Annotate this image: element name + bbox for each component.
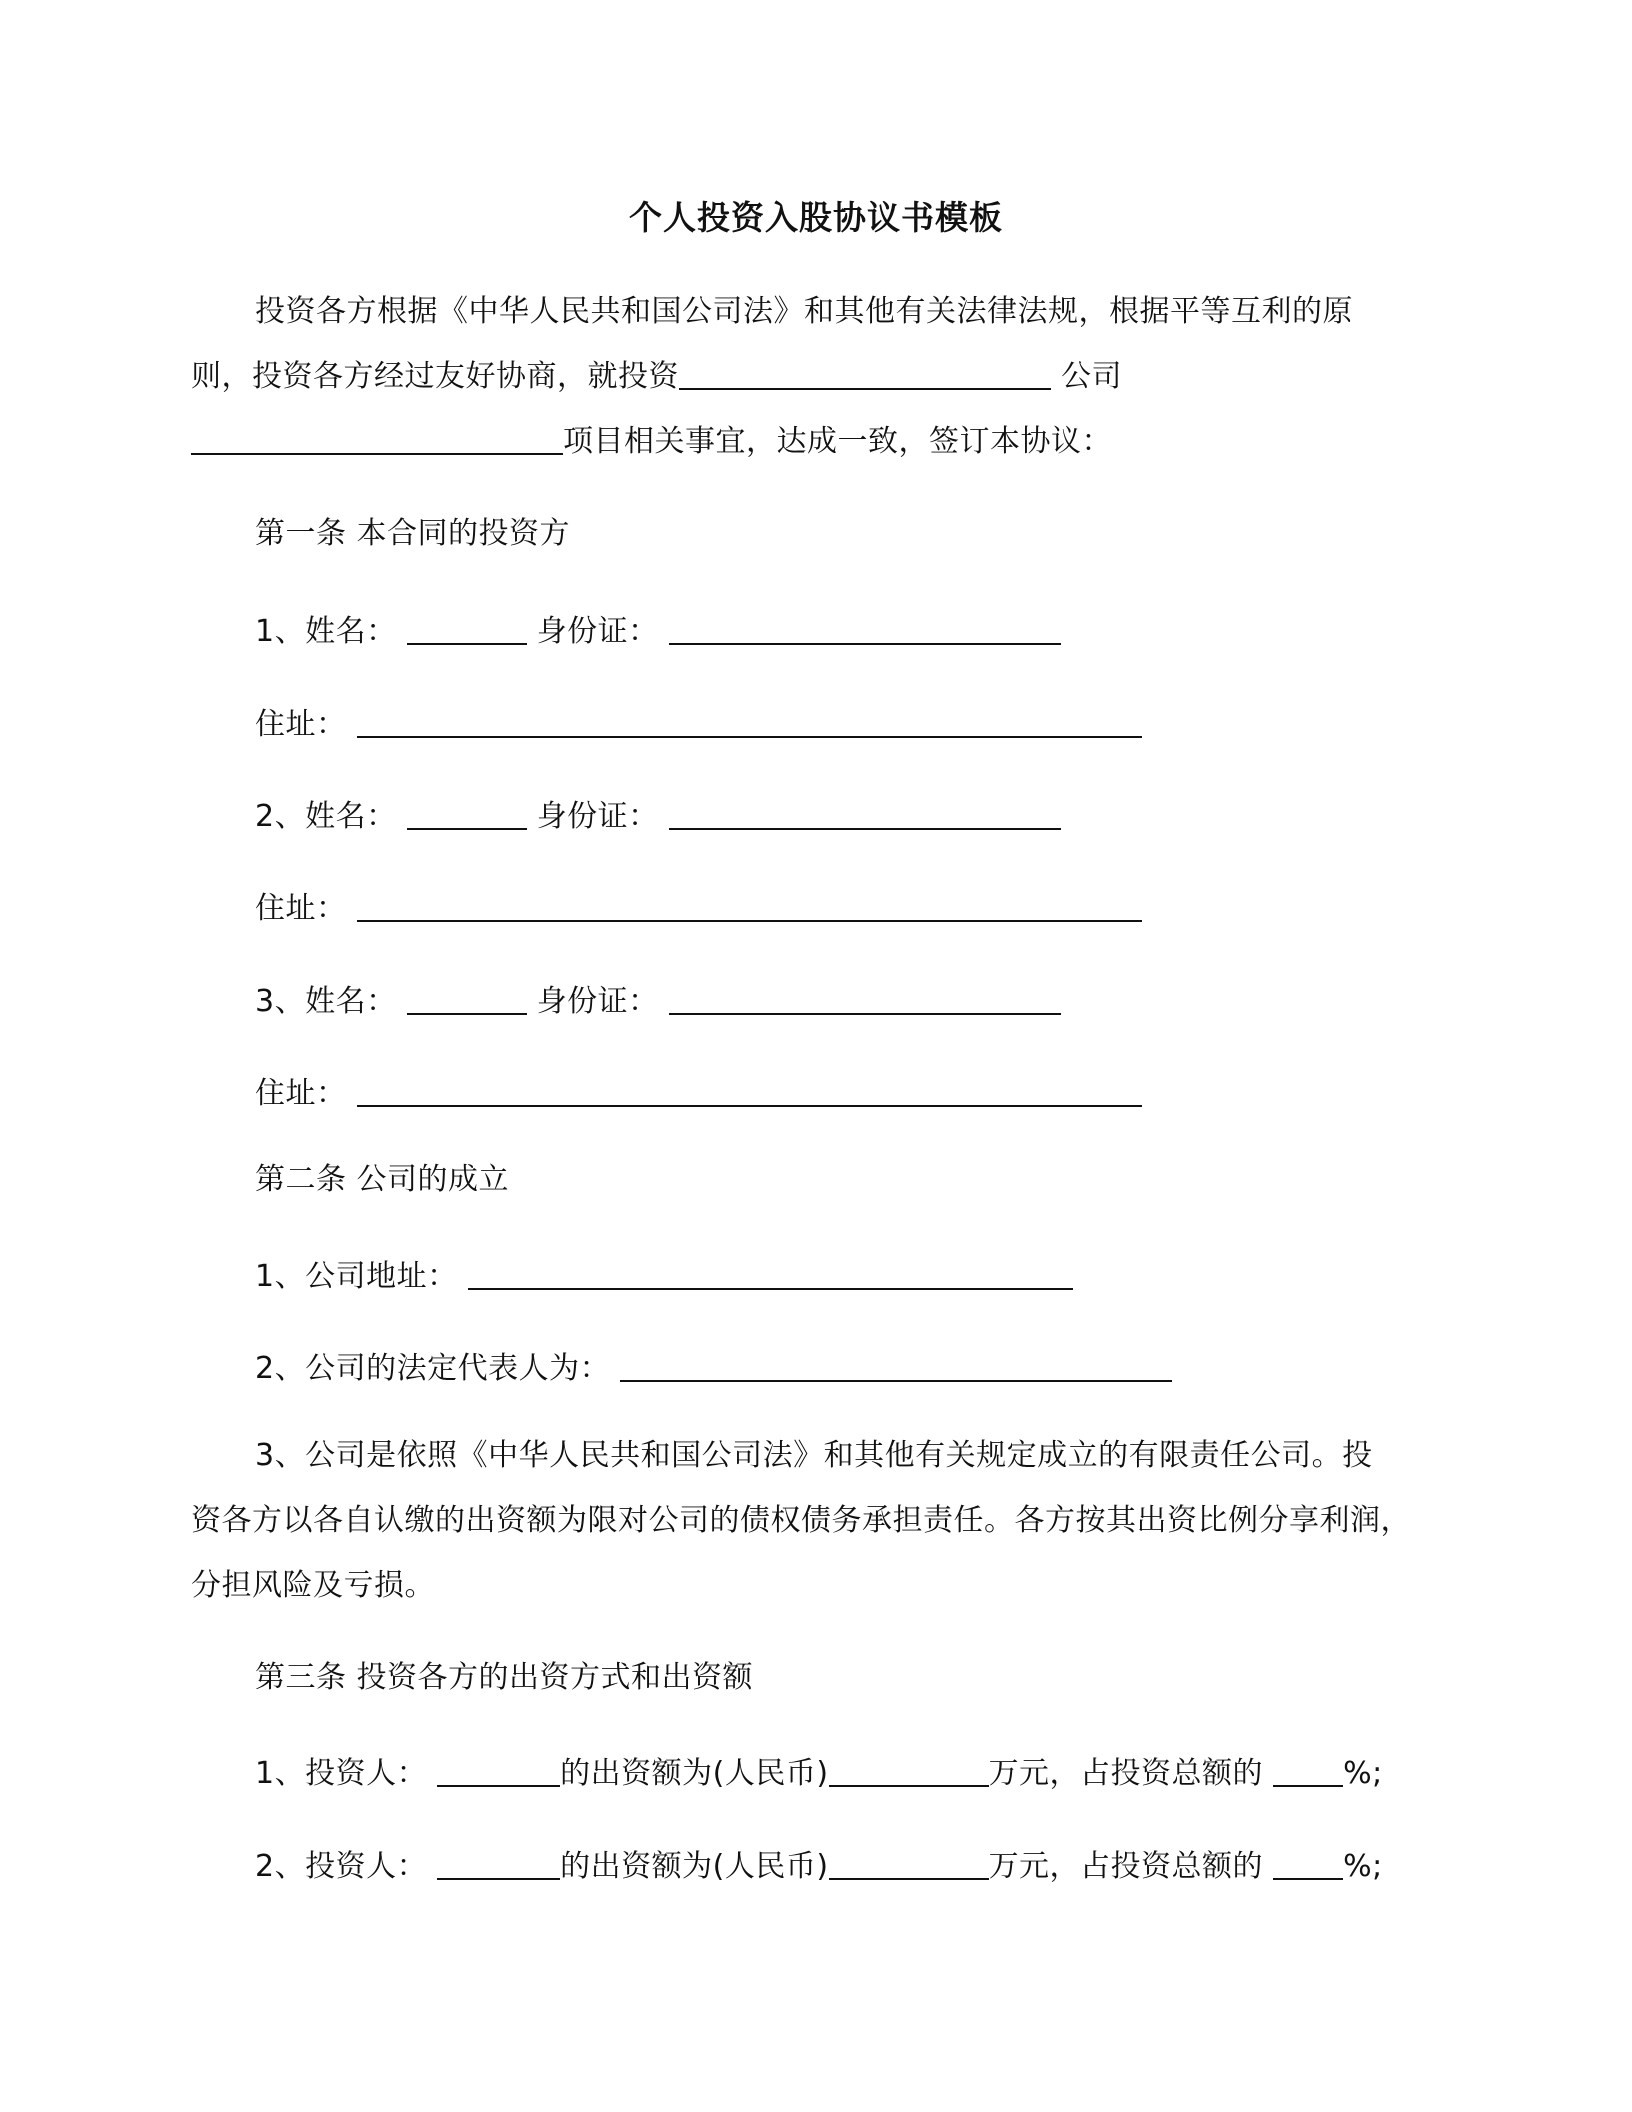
company-nature-line-1: 3、公司是依照《中华人民共和国公司法》和其他有关规定成立的有限责任公司。投 [255,1438,1373,1473]
investor-2-num: 2、 [255,799,306,834]
investor-3-address-label: 住址： [255,1076,347,1111]
investor-3-row [255,980,1061,1024]
investor-2-name-label: 姓名： [305,799,397,834]
article-1-heading: 第一条 本合同的投资方 [255,516,571,551]
investor-2-address-blank[interactable] [357,890,1142,922]
contribution-2-pct: %; [1343,1849,1383,1884]
contribution-2-amount-blank[interactable] [829,1848,989,1880]
contribution-2-investor-blank[interactable] [437,1848,560,1880]
investor-1-name-label: 姓名： [305,614,397,649]
intro-text-1: 投资各方根据《中华人民共和国公司法》和其他有关法律法规，根据平等互利的原 [255,294,1353,329]
company-address-blank[interactable] [468,1258,1073,1290]
intro-text-2: 则，投资各方经过友好协商，就投资 [191,359,679,394]
contribution-1-label: 投资人： [305,1756,428,1791]
investor-1-address-row [255,703,1142,747]
contribution-2-mid: 的出资额为(人民币) [560,1849,829,1884]
intro-line-1 [255,290,1353,334]
contribution-2-label: 投资人： [305,1849,428,1884]
company-nature-line-2: 资各方以各自认缴的出资额为限对公司的债权债务承担责任。各方按其出资比例分享利润， [191,1503,1411,1538]
contribution-1-percent-blank[interactable] [1273,1755,1343,1787]
investment-target-blank[interactable] [679,358,1051,390]
company-address-row [255,1255,1073,1299]
investor-3-num: 3、 [255,984,306,1019]
contribution-row-1 [255,1752,1383,1796]
company-word: 公司 [1061,359,1123,394]
contribution-row-2 [255,1845,1383,1889]
contribution-1-amount-blank[interactable] [829,1755,989,1787]
investor-3-id-blank[interactable] [669,983,1061,1015]
investor-3-address-row [255,1072,1142,1116]
contribution-2-unit: 万元，占投资总额的 [988,1849,1264,1884]
investor-1-name-blank[interactable] [407,613,527,645]
project-name-blank[interactable] [191,423,563,455]
investor-2-id-blank[interactable] [669,798,1061,830]
investor-2-name-blank[interactable] [407,798,527,830]
investor-1-num: 1、 [255,614,306,649]
investor-2-row [255,795,1061,839]
company-address-label: 1、公司地址： [255,1259,458,1294]
intro-line-3 [191,420,1112,464]
investor-2-address-label: 住址： [255,891,347,926]
contribution-1-num: 1、 [255,1756,306,1791]
investor-1-row [255,610,1061,654]
intro-line-2 [191,355,1122,399]
contribution-1-investor-blank[interactable] [437,1755,560,1787]
investor-2-id-label: 身份证： [536,799,659,834]
investor-3-name-label: 姓名： [305,984,397,1019]
contribution-2-percent-blank[interactable] [1273,1848,1343,1880]
investor-3-name-blank[interactable] [407,983,527,1015]
contribution-1-mid: 的出资额为(人民币) [560,1756,829,1791]
legal-rep-blank[interactable] [620,1350,1172,1382]
investor-3-id-label: 身份证： [536,984,659,1019]
investor-1-address-blank[interactable] [357,706,1142,738]
company-nature-line-3: 分担风险及亏损。 [191,1568,435,1603]
intro-text-3: 项目相关事宜，达成一致，签订本协议： [563,424,1112,459]
contribution-1-pct: %; [1343,1756,1383,1791]
document-title: 个人投资入股协议书模板 [629,198,1003,237]
legal-rep-label: 2、公司的法定代表人为： [255,1351,611,1386]
investor-1-id-blank[interactable] [669,613,1061,645]
investor-3-address-blank[interactable] [357,1075,1142,1107]
article-2-heading: 第二条 公司的成立 [255,1162,510,1197]
article-3-heading: 第三条 投资各方的出资方式和出资额 [255,1660,754,1695]
investor-2-address-row [255,887,1142,931]
investor-1-id-label: 身份证： [536,614,659,649]
contribution-1-unit: 万元，占投资总额的 [988,1756,1264,1791]
investor-1-address-label: 住址： [255,707,347,742]
contribution-2-num: 2、 [255,1849,306,1884]
legal-rep-row [255,1347,1172,1391]
